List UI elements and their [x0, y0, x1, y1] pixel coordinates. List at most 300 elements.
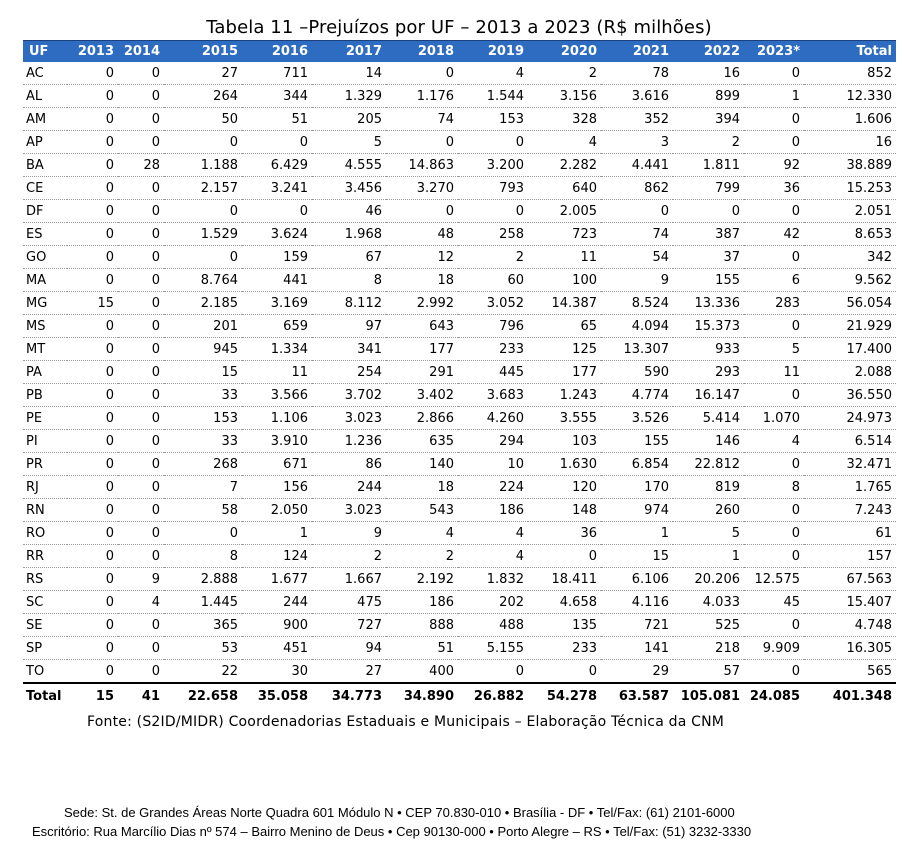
value-cell: 1.677	[242, 568, 312, 591]
uf-cell: PB	[23, 384, 67, 407]
value-cell: 28	[118, 154, 164, 177]
value-cell: 153	[458, 108, 528, 131]
uf-cell: SP	[23, 637, 67, 660]
value-cell: 2	[673, 131, 744, 154]
value-cell: 2.005	[528, 200, 601, 223]
value-cell: 46	[312, 200, 386, 223]
value-cell: 21.929	[804, 315, 896, 338]
total-cell: 34.773	[312, 683, 386, 708]
value-cell: 74	[601, 223, 673, 246]
value-cell: 9.909	[744, 637, 804, 660]
table-row	[23, 453, 896, 476]
value-cell: 233	[528, 637, 601, 660]
value-cell: 4.748	[804, 614, 896, 637]
value-cell: 3.616	[601, 85, 673, 108]
value-cell: 48	[386, 223, 458, 246]
value-cell: 344	[242, 85, 312, 108]
value-cell: 156	[242, 476, 312, 499]
value-cell: 11	[744, 361, 804, 384]
value-cell: 0	[67, 591, 118, 614]
value-cell: 125	[528, 338, 601, 361]
table-body	[23, 62, 896, 683]
table-row	[23, 614, 896, 637]
uf-cell: AL	[23, 85, 67, 108]
value-cell: 0	[67, 614, 118, 637]
value-cell: 54	[601, 246, 673, 269]
total-cell: 41	[118, 683, 164, 708]
value-cell: 0	[118, 637, 164, 660]
value-cell: 22.812	[673, 453, 744, 476]
value-cell: 3.555	[528, 407, 601, 430]
value-cell: 1.630	[528, 453, 601, 476]
value-cell: 254	[312, 361, 386, 384]
value-cell: 60	[458, 269, 528, 292]
value-cell: 53	[164, 637, 242, 660]
value-cell: 3.910	[242, 430, 312, 453]
value-cell: 1.070	[744, 407, 804, 430]
value-cell: 0	[458, 660, 528, 684]
value-cell: 22	[164, 660, 242, 684]
value-cell: 0	[242, 131, 312, 154]
value-cell: 635	[386, 430, 458, 453]
value-cell: 0	[67, 315, 118, 338]
value-cell: 445	[458, 361, 528, 384]
value-cell: 36.550	[804, 384, 896, 407]
value-cell: 67.563	[804, 568, 896, 591]
value-cell: 293	[673, 361, 744, 384]
value-cell: 157	[804, 545, 896, 568]
value-cell: 0	[386, 131, 458, 154]
value-cell: 328	[528, 108, 601, 131]
value-cell: 0	[118, 430, 164, 453]
value-cell: 124	[242, 545, 312, 568]
column-header: 2018	[386, 41, 458, 63]
value-cell: 7	[164, 476, 242, 499]
value-cell: 1.811	[673, 154, 744, 177]
value-cell: 723	[528, 223, 601, 246]
value-cell: 451	[242, 637, 312, 660]
value-cell: 155	[601, 430, 673, 453]
value-cell: 0	[744, 499, 804, 522]
value-cell: 233	[458, 338, 528, 361]
value-cell: 0	[744, 246, 804, 269]
value-cell: 0	[67, 246, 118, 269]
uf-cell: MA	[23, 269, 67, 292]
value-cell: 0	[164, 200, 242, 223]
value-cell: 0	[67, 660, 118, 684]
value-cell: 0	[67, 384, 118, 407]
value-cell: 3.023	[312, 407, 386, 430]
value-cell: 1.529	[164, 223, 242, 246]
total-cell: 401.348	[804, 683, 896, 708]
column-header: 2014	[118, 41, 164, 63]
table-row	[23, 591, 896, 614]
value-cell: 0	[67, 568, 118, 591]
value-cell: 9	[312, 522, 386, 545]
value-cell: 14	[312, 62, 386, 85]
table-row	[23, 499, 896, 522]
value-cell: 1.334	[242, 338, 312, 361]
value-cell: 135	[528, 614, 601, 637]
value-cell: 0	[744, 131, 804, 154]
value-cell: 0	[67, 361, 118, 384]
value-cell: 3.456	[312, 177, 386, 200]
total-cell: 34.890	[386, 683, 458, 708]
uf-cell: DF	[23, 200, 67, 223]
uf-cell: PE	[23, 407, 67, 430]
value-cell: 264	[164, 85, 242, 108]
value-cell: 0	[67, 453, 118, 476]
value-cell: 3.702	[312, 384, 386, 407]
value-cell: 155	[673, 269, 744, 292]
value-cell: 24.973	[804, 407, 896, 430]
value-cell: 0	[67, 177, 118, 200]
value-cell: 159	[242, 246, 312, 269]
value-cell: 14.387	[528, 292, 601, 315]
value-cell: 283	[744, 292, 804, 315]
value-cell: 67	[312, 246, 386, 269]
table-row	[23, 108, 896, 131]
value-cell: 0	[601, 200, 673, 223]
value-cell: 5.414	[673, 407, 744, 430]
value-cell: 1.236	[312, 430, 386, 453]
value-cell: 4	[528, 131, 601, 154]
uf-cell: PA	[23, 361, 67, 384]
value-cell: 268	[164, 453, 242, 476]
value-cell: 799	[673, 177, 744, 200]
value-cell: 86	[312, 453, 386, 476]
value-cell: 793	[458, 177, 528, 200]
value-cell: 4.555	[312, 154, 386, 177]
value-cell: 11	[528, 246, 601, 269]
value-cell: 94	[312, 637, 386, 660]
table-row	[23, 154, 896, 177]
value-cell: 0	[386, 62, 458, 85]
value-cell: 4.441	[601, 154, 673, 177]
value-cell: 0	[118, 361, 164, 384]
value-cell: 0	[386, 200, 458, 223]
table-row	[23, 292, 896, 315]
value-cell: 342	[804, 246, 896, 269]
table-row	[23, 200, 896, 223]
footer-address-office: Escritório: Rua Marcílio Dias nº 574 – Bairro Menino de Deus • Cep 90130-000 • Porto Alegre – RS • Tel/Fax: (51) 3232-3330	[32, 824, 752, 839]
header-row	[23, 41, 896, 63]
value-cell: 441	[242, 269, 312, 292]
value-cell: 0	[118, 246, 164, 269]
value-cell: 3.683	[458, 384, 528, 407]
value-cell: 1.544	[458, 85, 528, 108]
value-cell: 61	[804, 522, 896, 545]
value-cell: 565	[804, 660, 896, 684]
value-cell: 0	[67, 338, 118, 361]
column-header: 2016	[242, 41, 312, 63]
value-cell: 56.054	[804, 292, 896, 315]
value-cell: 2.866	[386, 407, 458, 430]
value-cell: 352	[601, 108, 673, 131]
value-cell: 8.764	[164, 269, 242, 292]
value-cell: 0	[118, 200, 164, 223]
value-cell: 0	[673, 200, 744, 223]
value-cell: 2	[528, 62, 601, 85]
value-cell: 0	[164, 131, 242, 154]
total-row	[23, 683, 896, 708]
value-cell: 202	[458, 591, 528, 614]
value-cell: 5	[744, 338, 804, 361]
value-cell: 13.307	[601, 338, 673, 361]
table-row	[23, 85, 896, 108]
losses-table	[23, 40, 896, 708]
value-cell: 140	[386, 453, 458, 476]
uf-cell: SE	[23, 614, 67, 637]
value-cell: 92	[744, 154, 804, 177]
value-cell: 0	[744, 660, 804, 684]
value-cell: 4	[386, 522, 458, 545]
table-row	[23, 430, 896, 453]
table-row	[23, 131, 896, 154]
uf-cell: RJ	[23, 476, 67, 499]
value-cell: 0	[744, 453, 804, 476]
value-cell: 4.094	[601, 315, 673, 338]
value-cell: 1.832	[458, 568, 528, 591]
value-cell: 933	[673, 338, 744, 361]
value-cell: 0	[164, 246, 242, 269]
value-cell: 20.206	[673, 568, 744, 591]
value-cell: 659	[242, 315, 312, 338]
footer-address-hq: Sede: St. de Grandes Áreas Norte Quadra 601 Módulo N • CEP 70.830-010 • Brasília - DF • Tel/Fax: (61) 2101-6000	[64, 805, 735, 820]
value-cell: 862	[601, 177, 673, 200]
value-cell: 45	[744, 591, 804, 614]
value-cell: 387	[673, 223, 744, 246]
table-row	[23, 407, 896, 430]
uf-cell: AM	[23, 108, 67, 131]
value-cell: 5.155	[458, 637, 528, 660]
value-cell: 3.156	[528, 85, 601, 108]
value-cell: 1.765	[804, 476, 896, 499]
value-cell: 15	[67, 292, 118, 315]
value-cell: 0	[528, 545, 601, 568]
value-cell: 852	[804, 62, 896, 85]
value-cell: 1	[673, 545, 744, 568]
value-cell: 0	[118, 315, 164, 338]
value-cell: 2	[386, 545, 458, 568]
value-cell: 2.088	[804, 361, 896, 384]
value-cell: 488	[458, 614, 528, 637]
table-row	[23, 223, 896, 246]
value-cell: 9	[118, 568, 164, 591]
uf-cell: CE	[23, 177, 67, 200]
value-cell: 153	[164, 407, 242, 430]
value-cell: 0	[67, 545, 118, 568]
value-cell: 38.889	[804, 154, 896, 177]
value-cell: 0	[67, 430, 118, 453]
value-cell: 643	[386, 315, 458, 338]
value-cell: 0	[744, 108, 804, 131]
total-cell: 26.882	[458, 683, 528, 708]
value-cell: 8.653	[804, 223, 896, 246]
value-cell: 6.429	[242, 154, 312, 177]
value-cell: 341	[312, 338, 386, 361]
value-cell: 3.526	[601, 407, 673, 430]
value-cell: 51	[242, 108, 312, 131]
value-cell: 0	[118, 223, 164, 246]
uf-cell: ES	[23, 223, 67, 246]
value-cell: 0	[118, 407, 164, 430]
value-cell: 100	[528, 269, 601, 292]
value-cell: 33	[164, 430, 242, 453]
table-row	[23, 545, 896, 568]
value-cell: 0	[118, 177, 164, 200]
value-cell: 65	[528, 315, 601, 338]
value-cell: 12.575	[744, 568, 804, 591]
column-header: 2021	[601, 41, 673, 63]
uf-cell: RO	[23, 522, 67, 545]
value-cell: 2.050	[242, 499, 312, 522]
value-cell: 7.243	[804, 499, 896, 522]
value-cell: 0	[744, 545, 804, 568]
value-cell: 0	[67, 499, 118, 522]
total-cell: 105.081	[673, 683, 744, 708]
value-cell: 796	[458, 315, 528, 338]
table-title: Tabela 11 –Prejuízos por UF – 2013 a 2023 (R$ milhões)	[206, 17, 712, 38]
uf-cell: BA	[23, 154, 67, 177]
value-cell: 186	[458, 499, 528, 522]
value-cell: 1.968	[312, 223, 386, 246]
total-cell: 54.278	[528, 683, 601, 708]
value-cell: 29	[601, 660, 673, 684]
value-cell: 1	[601, 522, 673, 545]
value-cell: 4	[744, 430, 804, 453]
value-cell: 945	[164, 338, 242, 361]
value-cell: 244	[242, 591, 312, 614]
table-row	[23, 361, 896, 384]
uf-cell: AP	[23, 131, 67, 154]
value-cell: 18.411	[528, 568, 601, 591]
value-cell: 17.400	[804, 338, 896, 361]
table-row	[23, 384, 896, 407]
value-cell: 590	[601, 361, 673, 384]
value-cell: 900	[242, 614, 312, 637]
total-cell: 63.587	[601, 683, 673, 708]
value-cell: 5	[312, 131, 386, 154]
total-cell: 22.658	[164, 683, 242, 708]
value-cell: 3.402	[386, 384, 458, 407]
value-cell: 4	[458, 522, 528, 545]
value-cell: 4	[118, 591, 164, 614]
value-cell: 0	[67, 637, 118, 660]
value-cell: 0	[118, 476, 164, 499]
value-cell: 0	[744, 200, 804, 223]
value-cell: 1.667	[312, 568, 386, 591]
value-cell: 50	[164, 108, 242, 131]
table-row	[23, 660, 896, 684]
source-note: Fonte: (S2ID/MIDR) Coordenadorias Estaduais e Municipais – Elaboração Técnica da CNM	[87, 714, 725, 730]
column-header: 2023*	[744, 41, 804, 63]
value-cell: 0	[67, 407, 118, 430]
total-label: Total	[23, 683, 67, 708]
uf-cell: PI	[23, 430, 67, 453]
column-header: 2020	[528, 41, 601, 63]
column-header: 2015	[164, 41, 242, 63]
uf-cell: GO	[23, 246, 67, 269]
value-cell: 0	[118, 62, 164, 85]
value-cell: 16	[673, 62, 744, 85]
value-cell: 3.241	[242, 177, 312, 200]
value-cell: 10	[458, 453, 528, 476]
value-cell: 1.606	[804, 108, 896, 131]
value-cell: 8	[312, 269, 386, 292]
value-cell: 2.192	[386, 568, 458, 591]
value-cell: 244	[312, 476, 386, 499]
value-cell: 0	[744, 614, 804, 637]
value-cell: 3.169	[242, 292, 312, 315]
value-cell: 3.624	[242, 223, 312, 246]
value-cell: 0	[744, 62, 804, 85]
value-cell: 97	[312, 315, 386, 338]
value-cell: 1.106	[242, 407, 312, 430]
value-cell: 146	[673, 430, 744, 453]
value-cell: 1	[744, 85, 804, 108]
value-cell: 57	[673, 660, 744, 684]
value-cell: 0	[118, 545, 164, 568]
value-cell: 0	[67, 476, 118, 499]
value-cell: 0	[744, 384, 804, 407]
value-cell: 4.116	[601, 591, 673, 614]
value-cell: 1.445	[164, 591, 242, 614]
value-cell: 394	[673, 108, 744, 131]
value-cell: 9	[601, 269, 673, 292]
value-cell: 15	[164, 361, 242, 384]
table-row	[23, 522, 896, 545]
value-cell: 0	[458, 200, 528, 223]
value-cell: 15	[601, 545, 673, 568]
value-cell: 4.033	[673, 591, 744, 614]
value-cell: 18	[386, 269, 458, 292]
value-cell: 291	[386, 361, 458, 384]
value-cell: 4	[458, 62, 528, 85]
value-cell: 15.253	[804, 177, 896, 200]
total-cell: 24.085	[744, 683, 804, 708]
value-cell: 120	[528, 476, 601, 499]
value-cell: 13.336	[673, 292, 744, 315]
value-cell: 177	[528, 361, 601, 384]
value-cell: 0	[67, 200, 118, 223]
value-cell: 258	[458, 223, 528, 246]
uf-cell: MT	[23, 338, 67, 361]
value-cell: 0	[164, 522, 242, 545]
value-cell: 0	[118, 453, 164, 476]
value-cell: 16	[804, 131, 896, 154]
value-cell: 0	[67, 85, 118, 108]
value-cell: 141	[601, 637, 673, 660]
value-cell: 78	[601, 62, 673, 85]
value-cell: 721	[601, 614, 673, 637]
value-cell: 4.658	[528, 591, 601, 614]
value-cell: 58	[164, 499, 242, 522]
value-cell: 224	[458, 476, 528, 499]
value-cell: 16.147	[673, 384, 744, 407]
value-cell: 218	[673, 637, 744, 660]
value-cell: 2.282	[528, 154, 601, 177]
column-header: 2019	[458, 41, 528, 63]
value-cell: 0	[118, 338, 164, 361]
value-cell: 365	[164, 614, 242, 637]
value-cell: 8.524	[601, 292, 673, 315]
column-header: Total	[804, 41, 896, 63]
value-cell: 4.260	[458, 407, 528, 430]
value-cell: 1.329	[312, 85, 386, 108]
table-row	[23, 338, 896, 361]
value-cell: 0	[67, 131, 118, 154]
